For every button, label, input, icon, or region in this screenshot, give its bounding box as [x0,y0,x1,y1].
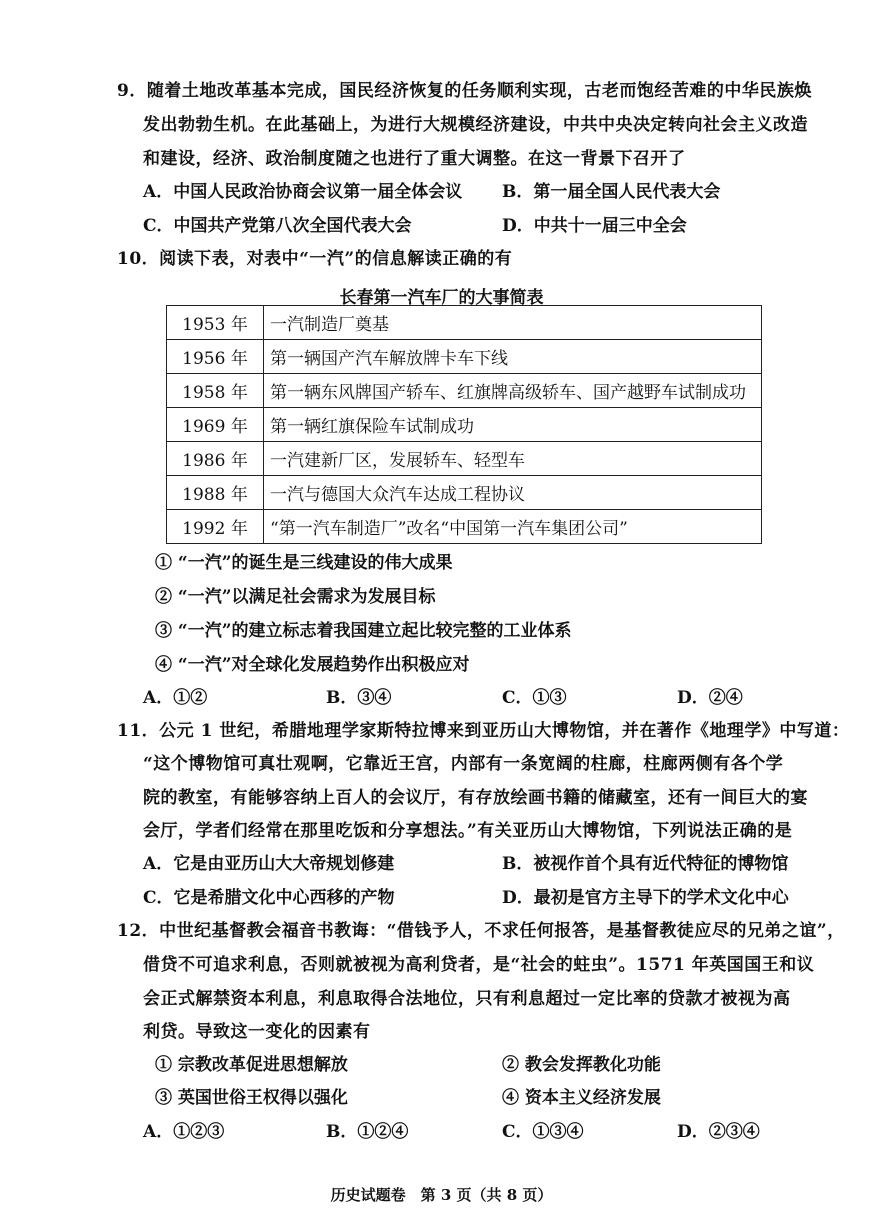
q11-option-a: A．它是由亚历山大大帝规划修建 [143,854,395,874]
q11-stem-line-3: 院的教室，有能够容纳上百人的会议厅，有存放绘画书籍的储藏室，还有一间巨大的宴 [143,788,808,808]
table-cell-event: 第一辆东风牌国产轿车、红旗牌高级轿车、国产越野车试制成功 [264,374,762,408]
q9-option-a: A．中国人民政治协商会议第一届全体会议 [143,182,463,202]
q10-statement-4: ④ “一汽”对全球化发展趋势作出积极应对 [155,655,470,675]
q12-option-d: D．②③④ [677,1122,760,1142]
q12-statement-1: ① 宗教改革促进思想解放 [155,1055,348,1075]
q12-statement-3: ③ 英国世俗王权得以强化 [155,1088,348,1108]
events-table [166,305,762,544]
table-cell-year: 1958 年 [167,374,264,408]
table-cell-event: 第一辆红旗保险车试制成功 [264,408,762,442]
table-row [167,408,762,442]
q10-statement-1: ① “一汽”的诞生是三线建设的伟大成果 [155,553,453,573]
table-cell-year: 1988 年 [167,476,264,510]
q10-stem: 10．阅读下表，对表中“一汽”的信息解读正确的有 [117,249,513,269]
q11-option-b: B．被视作首个具有近代特征的博物馆 [502,854,789,874]
table-row [167,442,762,476]
table-row [167,510,762,544]
q9-option-d: D．中共十一届三中全会 [502,216,687,236]
q9-stem-line-1: 9．随着土地改革基本完成，国民经济恢复的任务顺利实现，古老而饱经苦难的中华民族焕 [117,81,812,101]
table-row [167,476,762,510]
table-cell-event: 一汽建新厂区，发展轿车、轻型车 [264,442,762,476]
table-cell-year: 1986 年 [167,442,264,476]
table-cell-event: 第一辆国产汽车解放牌卡车下线 [264,340,762,374]
table-row [167,374,762,408]
q11-stem-line-4: 会厅，学者们经常在那里吃饭和分享想法。”有关亚历山大博物馆，下列说法正确的是 [143,821,793,841]
q9-stem-line-2: 发出勃勃生机。在此基础上，为进行大规模经济建设，中共中央决定转向社会主义改造 [143,115,808,135]
q10-option-b: B．③④ [326,688,392,708]
q12-stem-line-1: 12．中世纪基督教会福音书教诲：“借钱予人，不求任何报答，是基督教徒应尽的兄弟之谊”， [117,921,845,941]
q9-option-c: C．中国共产党第八次全国代表大会 [143,216,412,236]
q12-stem-line-3: 会正式解禁资本利息，利息取得合法地位，只有利息超过一定比率的贷款才被视为高 [143,989,791,1009]
q10-statement-3: ③ “一汽”的建立标志着我国建立起比较完整的工业体系 [155,621,572,641]
q12-option-a: A．①②③ [143,1122,225,1142]
table-cell-year: 1992 年 [167,510,264,544]
table-row [167,306,762,340]
q12-option-c: C．①③④ [502,1122,584,1142]
q12-stem-line-2: 借贷不可追求利息，否则就被视为高利贷者，是“社会的蛀虫”。1571 年英国国王和议 [143,955,815,975]
q12-statement-4: ④ 资本主义经济发展 [502,1088,661,1108]
q12-stem-line-4: 利贷。导致这一变化的因素有 [143,1022,371,1042]
q9-stem-line-3: 和建设，经济、政治制度随之也进行了重大调整。在这一背景下召开了 [143,149,686,169]
page-footer: 历史试题卷 第 3 页（共 8 页） [330,1186,553,1204]
table-row [167,340,762,374]
table-cell-year: 1956 年 [167,340,264,374]
q10-statement-2: ② “一汽”以满足社会需求为发展目标 [155,587,436,607]
q10-option-c: C．①③ [502,688,567,708]
q9-option-b: B．第一届全国人民代表大会 [502,182,721,202]
table-cell-event: 一汽制造厂奠基 [264,306,762,340]
q10-option-a: A．①② [143,688,208,708]
table-cell-event: 一汽与德国大众汽车达成工程协议 [264,476,762,510]
q12-option-b: B．①②④ [326,1122,409,1142]
q11-option-c: C．它是希腊文化中心西移的产物 [143,888,395,908]
q10-table-title: 长春第一汽车厂的大事简表 [339,288,544,308]
q11-stem-line-2: “这个博物馆可真壮观啊，它靠近王宫，内部有一条宽阔的柱廊，柱廊两侧有各个学 [143,754,784,774]
table-cell-year: 1953 年 [167,306,264,340]
q10-option-d: D．②④ [677,688,743,708]
q11-option-d: D．最初是官方主导下的学术文化中心 [502,888,789,908]
q11-stem-line-1: 11．公元 1 世纪，希腊地理学家斯特拉博来到亚历山大博物馆，并在著作《地理学》中写道： [117,721,850,741]
q12-statement-2: ② 教会发挥教化功能 [502,1055,661,1075]
table-cell-year: 1969 年 [167,408,264,442]
table-cell-event: “第一汽车制造厂”改名“中国第一汽车集团公司” [264,510,762,544]
